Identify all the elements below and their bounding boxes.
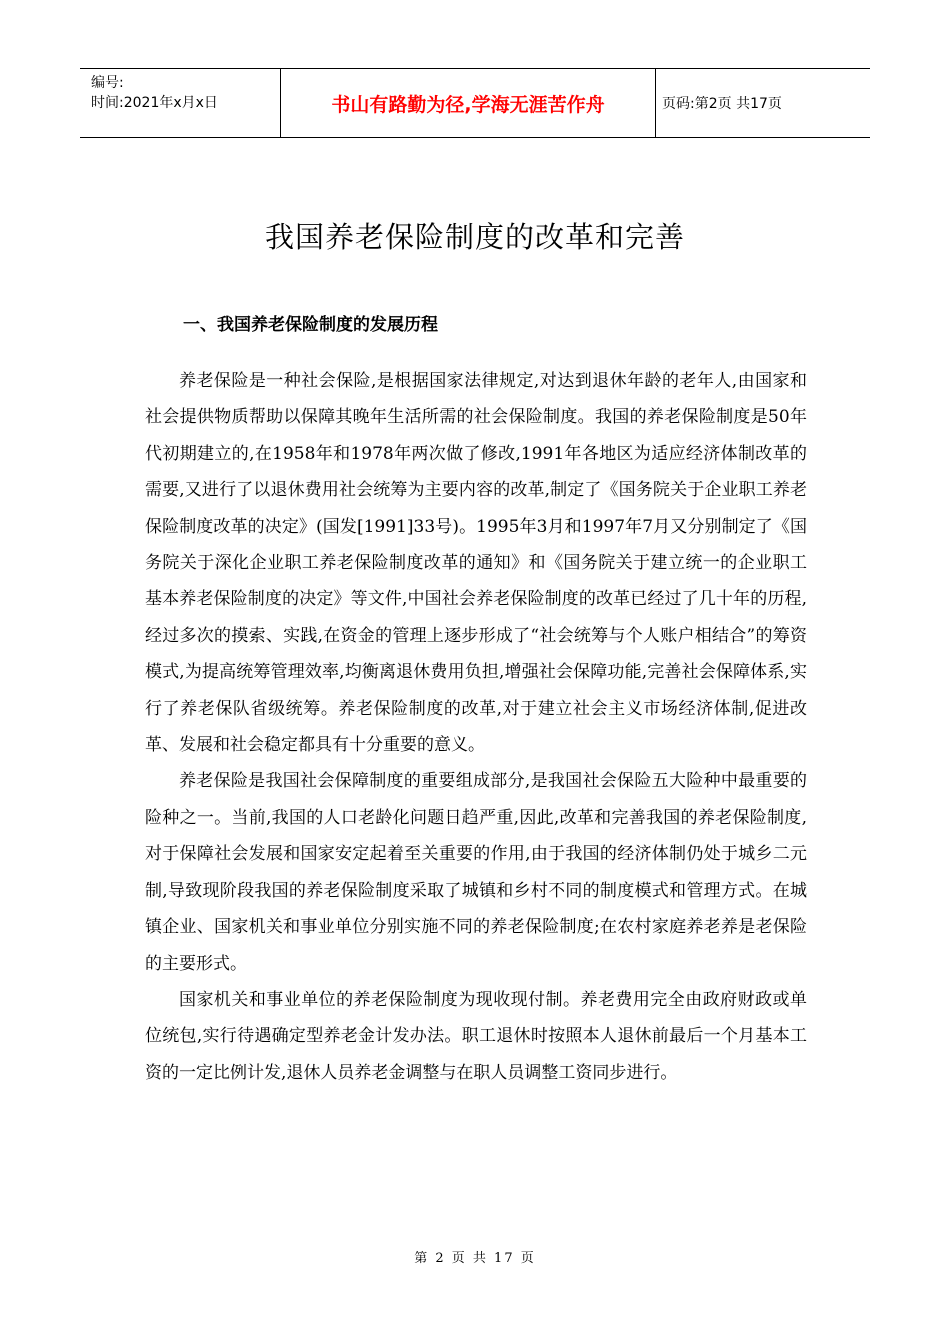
header-motto: 书山有路勤为径,学海无涯苦作舟 (281, 69, 656, 137)
body-paragraph: 国家机关和事业单位的养老保险制度为现收现付制。养老费用完全由政府财政或单位统包,实行待遇确定型养老金计发办法。职工退休时按照本人退休前最后一个月基本工资的一定比例计发,退休人员养老金调整与在职人员调整工资同步进行。 (145, 989, 807, 1083)
section-heading: 一、我国养老保险制度的发展历程 (183, 315, 438, 335)
body-paragraph: 养老保险是我国社会保障制度的重要组成部分,是我国社会保险五大险种中最重要的险种之一。当前,我国的人口老龄化问题日趋严重,因此,改革和完善我国的养老保险制度,对于保障社会发展和国家安定起着至关重要的作用,由于我国的经济体制仍处于城乡二元制,导致现阶段我国的养老保险制度采取了城镇和乡村不同的制度模式和管理方式。在城镇企业、国家机关和事业单位分别实施不同的养老保险制度;在农村家庭养老养是老保险的主要形式。 (145, 771, 807, 974)
document-body (145, 363, 807, 1091)
page-footer: 第 2 页 共 17 页 (414, 1251, 536, 1266)
header-page-info: 页码:第2页 共17页 (662, 96, 782, 112)
document-date: 时间:2021年x月x日 (91, 95, 218, 111)
document-number-label: 编号: (91, 75, 124, 91)
header-meta (80, 69, 281, 137)
body-paragraph: 养老保险是一种社会保险,是根据国家法律规定,对达到退休年龄的老年人,由国家和社会提供物质帮助以保障其晚年生活所需的社会保险制度。我国的养老保险制度是50年代初期建立的,在1958年和1978年两次做了修改,1991年各地区为适应经济体制改革的需要,又进行了以退休费用社会统筹为主要内容的改革,制定了《国务院关于企业职工养老保险制度改革的决定》(国发[1991]33号)。1995年3月和1997年7月又分别制定了《国务院关于深化企业职工养老保险制度改革的通知》和《国务院关于建立统一的企业职工基本养老保险制度的决定》等文件,中国社会养老保险制度的改革已经过了几十年的历程,经过多次的摸索、实践,在资金的管理上逐步形成了“社会统筹与个人账户相结合”的筹资模式,为提高统筹管理效率,均衡离退休费用负担,增强社会保障功能,完善社会保障体系,实行了养老保队省级统筹。养老保险制度的改革,对于建立社会主义市场经济体制,促进改革、发展和社会稳定都具有十分重要的意义。 (145, 371, 807, 756)
page-header (80, 68, 870, 138)
document-title: 我国养老保险制度的改革和完善 (264, 220, 685, 254)
